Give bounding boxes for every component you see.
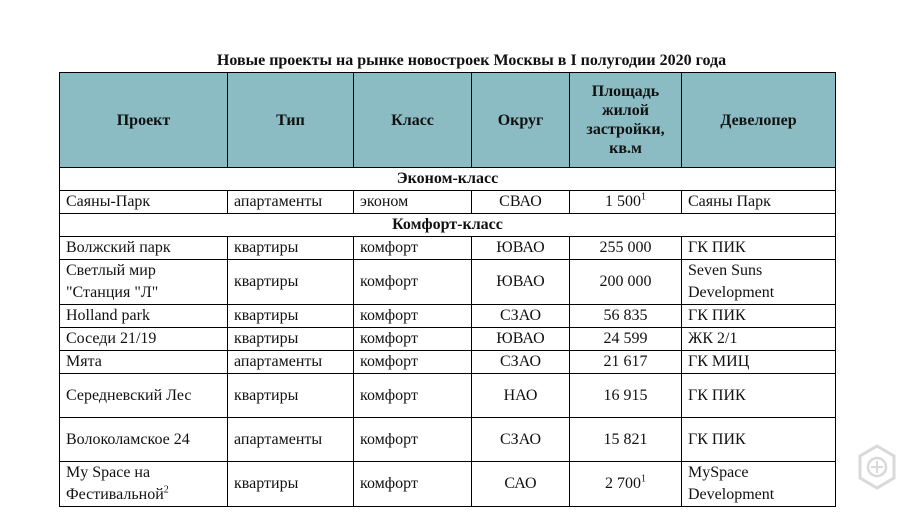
table-row <box>60 374 836 418</box>
cell-project <box>60 237 228 260</box>
cell-class-text: эконом <box>360 193 409 210</box>
cell-type <box>228 237 354 260</box>
cell-area <box>570 374 682 418</box>
section-label: Комфорт-класс <box>60 214 836 237</box>
table-row <box>60 237 836 260</box>
column-header-district: Округ <box>472 73 570 168</box>
cell-area-text: 24 599 <box>603 330 648 347</box>
table-row <box>60 191 836 214</box>
cell-developer <box>682 374 836 418</box>
cell-project <box>60 374 228 418</box>
cell-area-text: 16 915 <box>603 386 648 404</box>
cell-area <box>570 305 682 328</box>
cell-project-text: My Space на Фестивальной <box>66 464 164 503</box>
cell-type-text: квартиры <box>234 330 299 347</box>
cell-project <box>60 328 228 351</box>
cell-developer-text: ГК ПИК <box>688 239 746 256</box>
cell-area <box>570 237 682 260</box>
cell-project-text: Саяны-Парк <box>66 193 151 210</box>
cell-class-text: комфорт <box>360 330 418 347</box>
column-header-developer: Девелопер <box>682 73 836 168</box>
cell-developer <box>682 418 836 462</box>
cell-type-text: апартаменты <box>234 353 323 370</box>
cell-type-text: апартаменты <box>234 193 323 210</box>
cell-area-footnote: 1 <box>641 191 646 203</box>
cell-developer-text: ГК ПИК <box>688 386 746 404</box>
cell-developer <box>682 328 836 351</box>
cell-class <box>354 351 472 374</box>
cell-type <box>228 260 354 305</box>
cell-type <box>228 351 354 374</box>
table-row <box>60 418 836 462</box>
column-header-type: Тип <box>228 73 354 168</box>
cell-project-footnote: 2 <box>163 484 169 496</box>
cell-type-text: квартиры <box>234 307 299 324</box>
cell-project-text: Мята <box>66 353 102 370</box>
cell-type <box>228 328 354 351</box>
cell-class <box>354 462 472 507</box>
cell-developer-text: MySpace Development <box>688 464 775 503</box>
cell-developer-text: ЖК 2/1 <box>688 330 738 347</box>
cell-district-text: ЮВАО <box>496 239 545 256</box>
cell-area <box>570 462 682 507</box>
cell-district-text: СЗАО <box>500 430 541 448</box>
cell-project-text: Середневский Лес <box>66 386 192 404</box>
cell-area-text: 200 000 <box>599 273 652 290</box>
cell-developer-text: ГК ПИК <box>688 307 746 324</box>
cell-developer-text: Саяны Парк <box>688 193 771 210</box>
cell-type <box>228 305 354 328</box>
cell-type <box>228 191 354 214</box>
cell-type <box>228 374 354 418</box>
cell-area <box>570 328 682 351</box>
cell-project <box>60 418 228 462</box>
cell-type-text: квартиры <box>234 475 299 492</box>
cell-developer <box>682 260 836 305</box>
cell-district-text: СЗАО <box>500 353 541 370</box>
cell-class-text: комфорт <box>360 430 418 448</box>
cell-class <box>354 191 472 214</box>
cell-developer <box>682 462 836 507</box>
cell-developer-text: ГК МИЦ <box>688 353 750 370</box>
table-row <box>60 462 836 507</box>
table-header-row <box>60 73 836 168</box>
cell-area <box>570 351 682 374</box>
table-row <box>60 260 836 305</box>
cell-district <box>472 191 570 214</box>
section-row <box>60 168 836 191</box>
cell-type-text: квартиры <box>234 273 299 290</box>
cell-class-text: комфорт <box>360 353 418 370</box>
cell-area <box>570 418 682 462</box>
cell-class <box>354 305 472 328</box>
cell-area-text: 15 821 <box>603 430 648 448</box>
cell-area-text: 56 835 <box>603 307 648 324</box>
cell-area-text: 255 000 <box>599 239 652 256</box>
cell-project-text: Волжский парк <box>66 239 171 256</box>
table-row <box>60 305 836 328</box>
cell-district <box>472 260 570 305</box>
section-label: Эконом-класс <box>60 168 836 191</box>
cell-class <box>354 374 472 418</box>
cell-district <box>472 237 570 260</box>
cell-developer <box>682 351 836 374</box>
section-row <box>60 214 836 237</box>
table-row <box>60 351 836 374</box>
cell-district-text: ЮВАО <box>496 273 545 290</box>
cell-project-text: Holland park <box>66 307 150 324</box>
cell-district <box>472 374 570 418</box>
cell-district <box>472 328 570 351</box>
cell-class <box>354 328 472 351</box>
cell-area-text: 2 700 <box>605 475 641 492</box>
cell-project <box>60 305 228 328</box>
cell-type-text: квартиры <box>234 239 299 256</box>
cell-project-text: Волоколамское 24 <box>66 430 190 448</box>
cell-project <box>60 260 228 305</box>
cell-class-text: комфорт <box>360 386 418 404</box>
cell-area-text: 21 617 <box>603 353 648 370</box>
cell-district-text: САО <box>504 475 537 492</box>
cell-area <box>570 191 682 214</box>
projects-table <box>59 72 836 507</box>
cell-class-text: комфорт <box>360 273 418 290</box>
cell-district <box>472 351 570 374</box>
cell-project <box>60 351 228 374</box>
cell-class-text: комфорт <box>360 239 418 256</box>
cell-project <box>60 462 228 507</box>
cell-district-text: НАО <box>503 386 538 404</box>
cell-district-text: СВАО <box>499 193 542 210</box>
cell-type-text: апартаменты <box>234 430 323 448</box>
cell-project-text: Светлый мир "Станция "Л" <box>66 262 159 301</box>
cell-class <box>354 237 472 260</box>
column-header-project: Проект <box>60 73 228 168</box>
cell-class <box>354 418 472 462</box>
table-body <box>60 168 836 507</box>
column-header-class: Класс <box>354 73 472 168</box>
cell-developer-text: ГК ПИК <box>688 430 746 448</box>
cell-district-text: ЮВАО <box>496 330 545 347</box>
table-row <box>60 328 836 351</box>
cell-type-text: квартиры <box>234 386 299 404</box>
cell-developer <box>682 237 836 260</box>
cell-class-text: комфорт <box>360 307 418 324</box>
cell-area-text: 1 500 <box>605 193 641 210</box>
cell-district-text: СЗАО <box>500 307 541 324</box>
cell-developer-text: Seven Suns Development <box>688 262 775 301</box>
house-logo-icon <box>857 444 897 490</box>
cell-district <box>472 462 570 507</box>
cell-district <box>472 418 570 462</box>
cell-area-footnote: 1 <box>641 473 646 485</box>
column-header-area: Площадь жилой застройки, кв.м <box>570 73 682 168</box>
cell-project <box>60 191 228 214</box>
cell-project-text: Соседи 21/19 <box>66 330 157 347</box>
cell-developer <box>682 191 836 214</box>
table-title: Новые проекты на рынке новостроек Москвы в I полугодии 2020 года <box>216 52 727 69</box>
cell-developer <box>682 305 836 328</box>
cell-area <box>570 260 682 305</box>
cell-type <box>228 462 354 507</box>
cell-district <box>472 305 570 328</box>
cell-class-text: комфорт <box>360 475 418 492</box>
cell-type <box>228 418 354 462</box>
cell-class <box>354 260 472 305</box>
